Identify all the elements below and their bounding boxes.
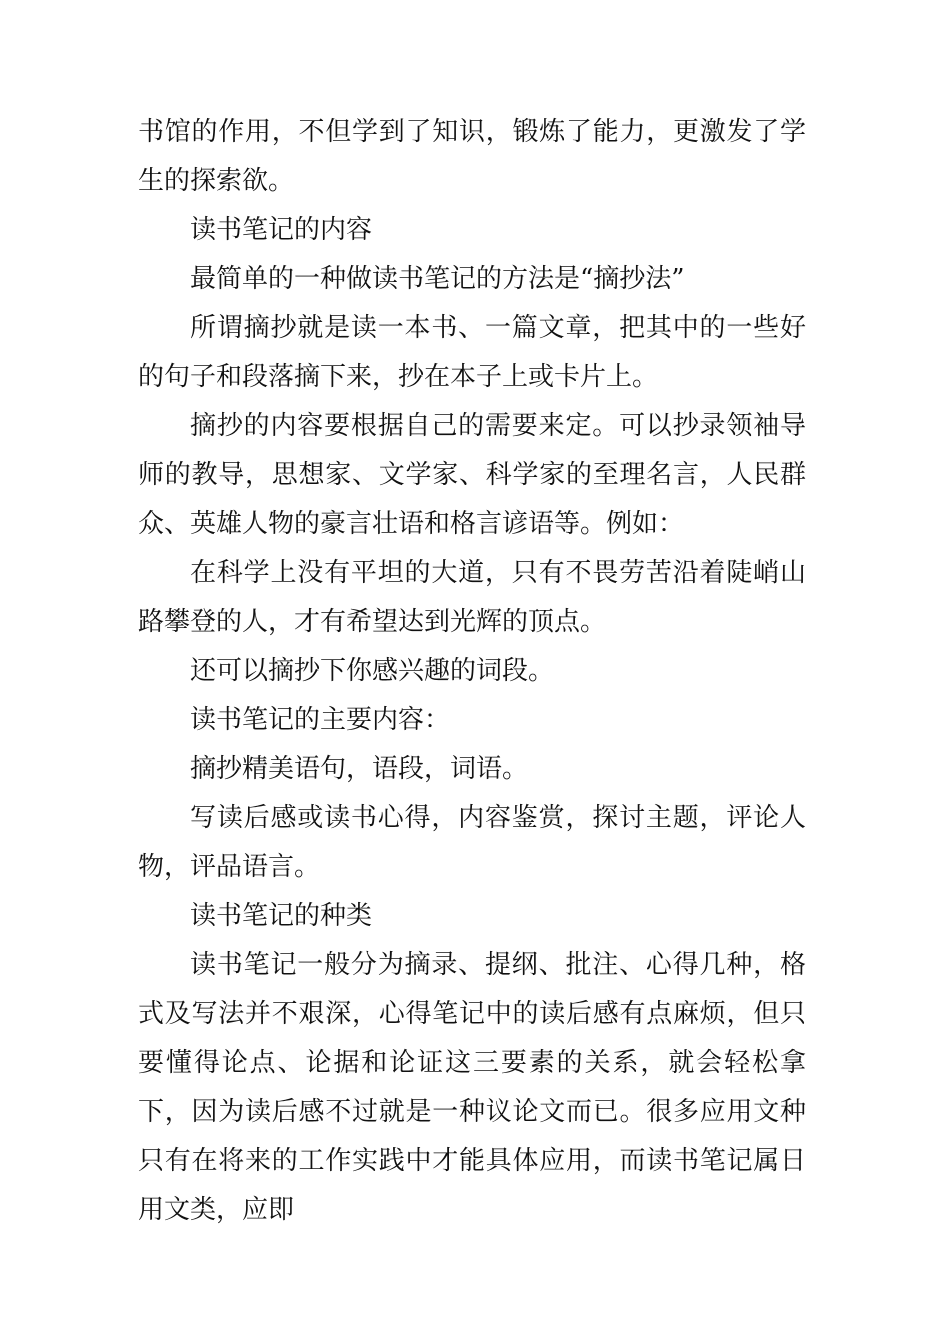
heading-reading-notes-content: 读书笔记的内容 — [190, 215, 373, 245]
heading-main-content: 读书笔记的主要内容： — [190, 705, 451, 735]
paragraph-excerpt-method: 最简单的一种做读书笔记的方法是“摘抄法” — [190, 264, 685, 294]
paragraph-interesting-passages: 还可以摘抄下你感兴趣的词段。 — [190, 656, 555, 686]
paragraph-quote-example: 在科学上没有平坦的大道，只有不畏劳苦沿着陡峭山路攀登的人，才有希望达到光辉的顶点。 — [138, 558, 806, 637]
document-body — [138, 108, 806, 1235]
paragraph-excerpt-definition: 所谓摘抄就是读一本书、一篇文章，把其中的一些好的句子和段落摘下来，抄在本子上或卡片上。 — [138, 313, 806, 392]
paragraph-reflections: 写读后感或读书心得，内容鉴赏，探讨主题，评论人物，评品语言。 — [138, 803, 806, 882]
heading-reading-notes-types: 读书笔记的种类 — [190, 901, 373, 931]
paragraph-excerpt-content: 摘抄的内容要根据自己的需要来定。可以抄录领袖导师的教导，思想家、文学家、科学家的至理名言，人民群众、英雄人物的豪言壮语和格言谚语等。例如： — [138, 411, 806, 539]
paragraph-1: 书馆的作用，不但学到了知识，锻炼了能力，更激发了学生的探索欲。 — [138, 117, 806, 196]
paragraph-types-description: 读书笔记一般分为摘录、提纲、批注、心得几种，格式及写法并不艰深，心得笔记中的读后感有点麻烦，但只要懂得论点、论据和论证这三要素的关系，就会轻松拿下，因为读后感不过就是一种议论文而已。很多应用文种只有在将来的工作实践中才能具体应用，而读书笔记属日用文类，应即 — [138, 950, 806, 1225]
paragraph-excerpt-phrases: 摘抄精美语句，语段，词语。 — [190, 754, 529, 784]
